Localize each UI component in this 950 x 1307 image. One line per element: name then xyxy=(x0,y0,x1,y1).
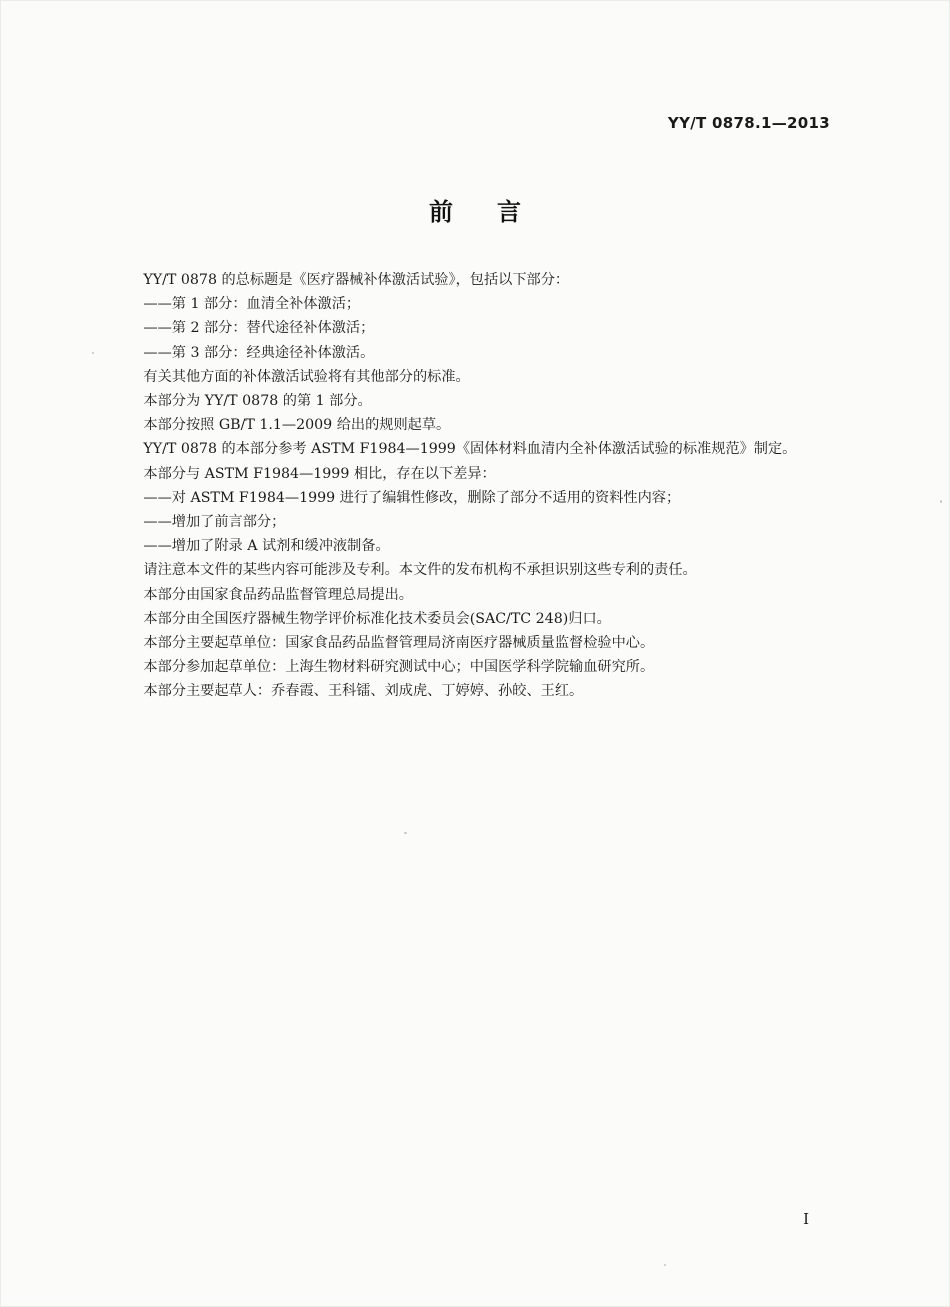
paragraph-part-3: ——第 3 部分：经典途径补体激活。 xyxy=(143,344,375,361)
scan-speck xyxy=(664,1264,666,1266)
paragraph-part-2: ——第 2 部分：替代途径补体激活； xyxy=(143,320,375,337)
scan-speck xyxy=(92,352,94,354)
paragraph-other-parts: 有关其他方面的补体激活试验将有其他部分的标准。 xyxy=(143,368,470,385)
scan-speck xyxy=(940,500,942,503)
scan-speck xyxy=(404,832,407,834)
paragraph-difference-2: ——增加了前言部分； xyxy=(143,514,286,531)
paragraph-difference-3: ——增加了附录 A 试剂和缓冲液制备。 xyxy=(143,538,390,555)
paragraph-main-drafting-unit: 本部分主要起草单位：国家食品药品监督管理局济南医疗器械质量监督检验中心。 xyxy=(143,635,655,652)
paragraph-part-1: ——第 1 部分：血清全补体激活； xyxy=(143,296,361,313)
paragraph-main-drafters: 本部分主要起草人：乔春霞、王科镭、刘成虎、丁婷婷、孙皎、王红。 xyxy=(143,683,584,700)
foreword-body xyxy=(115,268,845,704)
paragraph-title-overview: YY/T 0878 的总标题是《医疗器械补体激活试验》，包括以下部分： xyxy=(143,272,570,288)
page-number: I xyxy=(803,1210,809,1228)
paragraph-difference-1: ——对 ASTM F1984—1999 进行了编辑性修改，删除了部分不适用的资料性内容； xyxy=(143,489,681,506)
paragraph-under-jurisdiction: 本部分由全国医疗器械生物学评价标准化技术委员会(SAC/TC 248)归口。 xyxy=(143,610,611,627)
page-title: 前言 xyxy=(429,198,565,226)
paragraph-this-part: 本部分为 YY/T 0878 的第 1 部分。 xyxy=(143,393,372,410)
paragraph-drafting-rules: 本部分按照 GB/T 1.1—2009 给出的规则起草。 xyxy=(143,417,451,434)
paragraph-participating-units: 本部分参加起草单位：上海生物材料研究测试中心；中国医学科学院输血研究所。 xyxy=(143,659,655,676)
paragraph-proposed-by: 本部分由国家食品药品监督管理总局提出。 xyxy=(143,586,413,603)
paragraph-reference-standard: YY/T 0878 的本部分参考 ASTM F1984—1999《固体材料血清内全补体激活试验的标准规范》制定。 xyxy=(143,441,797,458)
paragraph-differences-intro: 本部分与 ASTM F1984—1999 相比，存在以下差异： xyxy=(143,465,496,482)
paragraph-patent-notice: 请注意本文件的某些内容可能涉及专利。本文件的发布机构不承担识别这些专利的责任。 xyxy=(143,562,697,579)
standard-code: YY/T 0878.1—2013 xyxy=(667,114,830,132)
